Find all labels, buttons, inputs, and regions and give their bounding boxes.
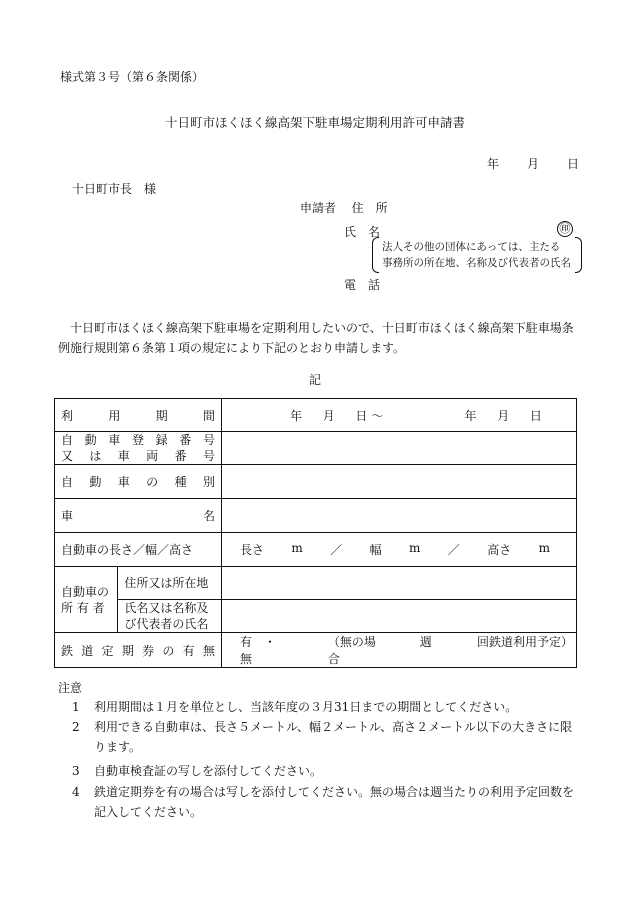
registration-value[interactable] bbox=[222, 432, 577, 465]
owner-name-value[interactable] bbox=[222, 600, 577, 633]
owner-address-value[interactable] bbox=[222, 567, 577, 600]
row-registration bbox=[55, 432, 577, 465]
seal-mark: ㊞ bbox=[557, 221, 573, 237]
applicant-label: 申請者 bbox=[300, 201, 337, 215]
corporate-note-line1: 法人その他の団体にあっては、主たる bbox=[382, 241, 561, 253]
size-label: 自動車の長さ／幅／高さ bbox=[55, 533, 222, 567]
period-value[interactable]: 年 月 日 〜 年 月 日 bbox=[222, 399, 577, 432]
date-line bbox=[487, 155, 579, 172]
owner-address-label: 住所又は所在地 bbox=[118, 567, 222, 600]
rail-pass-label: 鉄 道 定 期 券 の 有 無 bbox=[55, 633, 222, 668]
vehicle-name-label: 車 名 bbox=[55, 499, 222, 533]
row-rail-pass bbox=[55, 633, 577, 668]
vehicle-name-value[interactable] bbox=[222, 499, 577, 533]
rail-pass-choice[interactable]: 有 ・ 無 bbox=[240, 635, 289, 666]
date-month: 月 bbox=[527, 157, 540, 171]
notes-title: 注意 bbox=[58, 681, 83, 695]
rail-pass-value[interactable]: 有 ・ 無 （無の場合 週 回鉄道利用予定） bbox=[222, 633, 577, 668]
note-item: 3 自動車検査証の写しを添付してください。 bbox=[72, 764, 323, 778]
form-number: 様式第３号（第６条関係） bbox=[60, 70, 205, 84]
date-year: 年 bbox=[487, 157, 500, 171]
row-owner-name bbox=[55, 600, 577, 633]
row-vehicle-name bbox=[55, 499, 577, 533]
row-owner-address bbox=[55, 567, 577, 600]
corporate-note-line2: 事務所の所在地、名称及び代表者の氏名 bbox=[382, 257, 571, 269]
ki-heading: 記 bbox=[308, 373, 321, 387]
registration-label: 自 動 車 登 録 番 号 又 は 車 両 番 号 bbox=[55, 432, 222, 465]
phone-label: 電 話 bbox=[344, 278, 381, 292]
size-value[interactable]: 長さ m ／ 幅 m ／ 高さ m bbox=[222, 533, 577, 567]
corporate-note bbox=[372, 237, 582, 271]
addressee: 十日町市長 様 bbox=[72, 182, 157, 196]
form-title: 十日町市ほくほく線高架下駐車場定期利用許可申請書 bbox=[164, 115, 465, 130]
period-label: 利 用 期 間 bbox=[55, 399, 222, 432]
application-statement: 十日町市ほくほく線高架下駐車場を定期利用したいので、十日町市ほくほく線高架下駐車場条例施行規則第６条第１項の規定により下記のとおり申請します。 bbox=[58, 321, 574, 355]
name-label: 氏 名 bbox=[344, 225, 381, 239]
vehicle-type-label: 自 動 車 の 種 別 bbox=[55, 465, 222, 499]
application-table bbox=[54, 398, 577, 668]
row-vehicle-type bbox=[55, 465, 577, 499]
applicant-address-line bbox=[300, 199, 388, 216]
vehicle-type-value[interactable] bbox=[222, 465, 577, 499]
row-period bbox=[55, 399, 577, 432]
date-day: 日 bbox=[567, 157, 580, 171]
note-item: 2 利用できる自動車は、長さ５メートル、幅２メートル、高さ２メートル以下の大きさに限ります。 bbox=[72, 720, 573, 754]
owner-name-label: 氏名又は名称及 び代表者の氏名 bbox=[118, 600, 222, 633]
note-item: 1 利用期間は１月を単位とし、当該年度の３月31日までの期間としてください。 bbox=[72, 700, 518, 714]
row-size bbox=[55, 533, 577, 567]
address-label: 住 所 bbox=[351, 201, 388, 215]
note-item: 4 鉄道定期券を有の場合は写しを添付してください。無の場合は週当たりの利用予定回数を記入してください。 bbox=[72, 785, 575, 819]
owner-label: 自動車の 所 有 者 bbox=[55, 567, 118, 633]
